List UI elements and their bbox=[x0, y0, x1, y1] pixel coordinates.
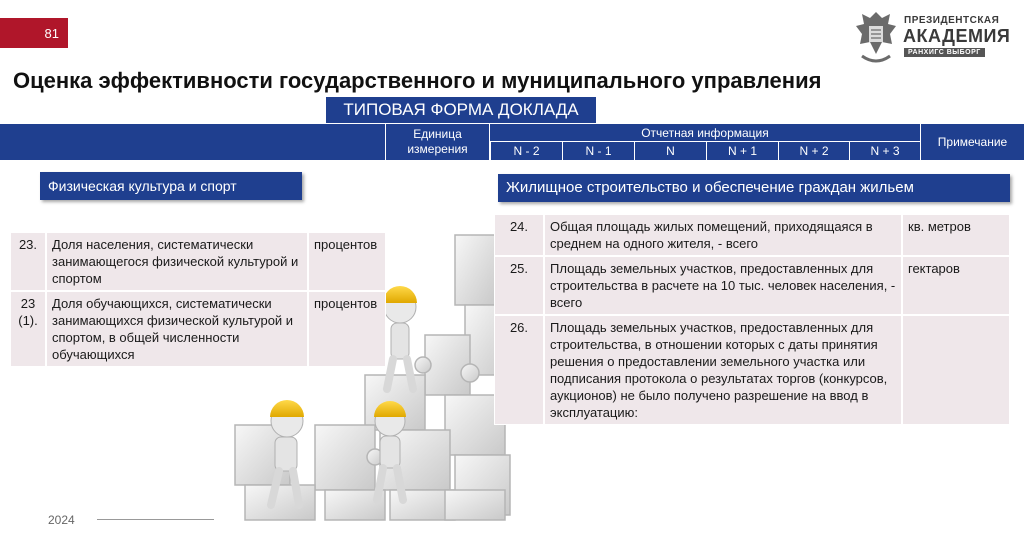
table-row bbox=[494, 315, 1010, 425]
row-number: 23. bbox=[10, 232, 46, 291]
logo-line-3: РАНХИГС ВЫБОРГ bbox=[904, 48, 985, 57]
footer-divider bbox=[97, 519, 214, 520]
table-row bbox=[10, 232, 386, 291]
academy-logo bbox=[852, 8, 1011, 70]
indicator-text: Общая площадь жилых помещений, приходящаяся в среднем на одного жителя, - всего bbox=[544, 214, 902, 256]
indicator-text: Площадь земельных участков, предоставленных для строительства, в отношении которых с даты принятия решения о предоставлении земельного участка или подписания протокола о результатах торгов (конкурсов, аукционов) не было получено разрешение на ввод в эксплуатацию: bbox=[544, 315, 902, 425]
row-number: 25. bbox=[494, 256, 544, 315]
housing-indicators-table bbox=[494, 214, 1010, 425]
page-title: Оценка эффективности государственного и муниципального управления bbox=[13, 68, 822, 93]
report-form-subtitle: ТИПОВАЯ ФОРМА ДОКЛАДА bbox=[326, 97, 596, 123]
section-label-housing: Жилищное строительство и обеспечение граждан жильем bbox=[498, 174, 1010, 202]
indicator-unit: процентов bbox=[308, 232, 386, 291]
indicator-unit bbox=[902, 315, 1010, 425]
row-number: 24. bbox=[494, 214, 544, 256]
header-report-info: Отчетная информация bbox=[490, 124, 920, 142]
eagle-emblem-icon bbox=[852, 8, 900, 68]
header-note: Примечание bbox=[920, 124, 1024, 160]
page-number-badge bbox=[0, 18, 68, 48]
table-row bbox=[494, 214, 1010, 256]
header-period: N - 2 bbox=[490, 142, 562, 160]
footer-year: 2024 bbox=[48, 513, 75, 527]
section-label-sport: Физическая культура и спорт bbox=[40, 172, 302, 200]
sport-indicators-table bbox=[10, 232, 386, 367]
header-period: N + 3 bbox=[849, 142, 920, 160]
row-number: 23(1). bbox=[10, 291, 46, 367]
header-period: N + 2 bbox=[778, 142, 849, 160]
table-row bbox=[494, 256, 1010, 315]
header-unit: Единица измерения bbox=[385, 124, 490, 160]
row-number: 26. bbox=[494, 315, 544, 425]
table-row bbox=[10, 291, 386, 367]
header-period: N bbox=[634, 142, 706, 160]
indicator-unit: гектаров bbox=[902, 256, 1010, 315]
header-period: N + 1 bbox=[706, 142, 778, 160]
indicator-text: Площадь земельных участков, предоставленных для строительства в расчете на 10 тыс. человек населения, - всего bbox=[544, 256, 902, 315]
indicator-text: Доля населения, систематически занимающегося физической культурой и спортом bbox=[46, 232, 308, 291]
logo-line-2: АКАДЕМИЯ bbox=[903, 26, 1011, 46]
page-number: 81 bbox=[44, 25, 59, 41]
logo-line-1: ПРЕЗИДЕНТСКАЯ bbox=[904, 15, 1000, 26]
indicator-unit: процентов bbox=[308, 291, 386, 367]
indicator-unit: кв. метров bbox=[902, 214, 1010, 256]
header-period: N - 1 bbox=[562, 142, 634, 160]
indicator-text: Доля обучающихся, систематически занимающихся физической культурой и спортом, в общей численности обучающихся bbox=[46, 291, 308, 367]
